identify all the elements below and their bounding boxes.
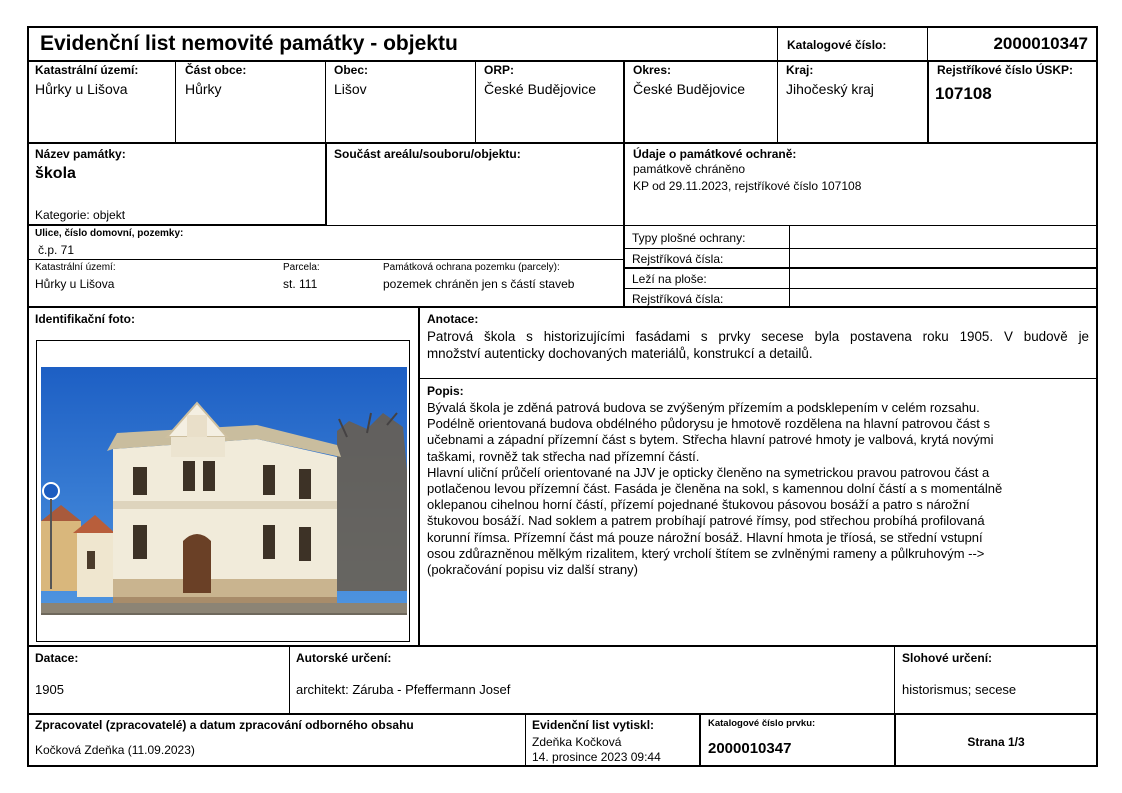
printed-by: Zdeňka Kočková (532, 735, 622, 749)
cadastral-small-value: Hůrky u Lišova (35, 277, 115, 291)
registry-numbers-label-2: Rejstříková čísla: (632, 292, 724, 306)
part-value: Hůrky (185, 81, 222, 97)
author-label: Autorské určení: (296, 651, 392, 665)
area-types-label: Typy plošné ochrany: (632, 231, 746, 245)
photo-label: Identifikační foto: (35, 312, 135, 326)
land-protection-value: pozemek chráněn jen s částí staveb (383, 277, 575, 291)
orp-label: ORP: (484, 63, 514, 77)
category: Kategorie: objekt (35, 208, 126, 222)
style-label: Slohové určení: (902, 651, 993, 665)
description-line: (pokračování popisu viz další strany) (427, 562, 638, 578)
processor-label: Zpracovatel (zpracovatelé) a datum zpracování odborného obsahu (35, 718, 414, 732)
street-value: č.p. 71 (38, 243, 75, 257)
style-value: historismus; secese (902, 682, 1017, 697)
description-label: Popis: (427, 384, 464, 398)
region-value: Jihočeský kraj (786, 81, 874, 97)
cadastral-small-label: Katastrální území: (35, 262, 116, 273)
description-line: Bývalá škola je zděná patrová budova se zvýšeným přízemím a podsklepením v celém rozsahu. (427, 400, 980, 415)
document-title: Evidenční list nemovité památky - objektu (40, 32, 458, 55)
description-line: korunní římsa. Přízemní část má pouze nárožní bosáž. Hlavní hmota je tříosá, se střední vstupní (427, 529, 983, 545)
district-value: České Budějovice (633, 81, 746, 97)
orp-value: České Budějovice (484, 81, 597, 97)
printed-label: Evidenční list vytiskl: (532, 718, 655, 732)
cadastral-value: Hůrky u Lišova (35, 81, 128, 97)
monument-name-label: Název památky: (35, 147, 126, 161)
author-value: architekt: Záruba - Pfeffermann Josef (296, 682, 511, 697)
description-line: oklepanou cihelnou horní částí, přízemí pojednané štukovou pásovou bosáží a patro s nárožní (427, 497, 970, 513)
uskp-label: Rejstříkové číslo ÚSKP: (937, 63, 1074, 77)
page-number: Strana 1/3 (967, 735, 1025, 749)
protection-label: Údaje o památkové ochraně: (633, 147, 797, 161)
annotation-label: Anotace: (427, 312, 479, 326)
district-label: Okres: (633, 63, 672, 77)
item-catalog-label: Katalogové číslo prvku: (708, 718, 816, 729)
protection-detail: KP od 29.11.2023, rejstříkové číslo 107108 (633, 179, 862, 193)
identification-photo (36, 340, 410, 642)
printed-date: 14. prosince 2023 09:44 (532, 750, 661, 764)
description-text (427, 400, 1091, 578)
cadastral-label: Katastrální území: (35, 63, 139, 77)
land-protection-label: Památková ochrana pozemku (parcely): (383, 262, 560, 273)
uskp-value: 107108 (935, 84, 992, 103)
monument-name: škola (35, 165, 76, 182)
parcel-label: Parcela: (283, 262, 320, 273)
protection-status: památkově chráněno (633, 162, 746, 176)
description-line: potlačenou levou přízemní část. Fasáda je členěna na sokl, s kamennou dolní částí a s momentálně (427, 481, 1003, 497)
municipality-value: Lišov (334, 81, 367, 97)
processor-value: Kočková Zdeňka (11.09.2023) (35, 743, 195, 757)
annotation-line-2: množství autenticky dochovaných materiálů, konstrukcí a detailů. (427, 346, 813, 361)
description-line: Podélně orientovaná budova obdélného půdorysu je hmotově rozdělena na hlavní patrovou část s (427, 416, 991, 432)
description-line: osou zdůrazněnou mělkým rizalitem, který vrcholí štítem se zvlněnými rameny a půlkruhovým --> (427, 545, 985, 561)
dating-value: 1905 (35, 682, 64, 697)
catalog-label: Katalogové číslo: (787, 38, 887, 52)
registry-numbers-label-1: Rejstříková čísla: (632, 252, 724, 266)
dating-label: Datace: (35, 651, 79, 665)
municipality-label: Obec: (334, 63, 369, 77)
street-label: Ulice, číslo domovní, pozemky: (35, 228, 184, 239)
parcel-value: st. 111 (283, 277, 318, 291)
part-label: Část obce: (185, 63, 247, 77)
annotation-text (427, 328, 1089, 362)
description-line: Hlavní uliční průčelí orientované na JJV je opticky členěno na symetrickou pravou patrovou část a (427, 464, 990, 480)
region-label: Kraj: (786, 63, 814, 77)
description-line: učebnami a západní přízemní část s bytem. Střecha hlavní patrové hmoty je valbová, krytá novými (427, 432, 994, 448)
item-catalog-value: 2000010347 (708, 740, 792, 757)
annotation-line-1: Patrová škola s historizujícími fasádami s prvky secese byla postavena roku 1905. V budově je (427, 329, 1089, 344)
description-line: taškami, rovněž tak střecha nad přízemní částí. (427, 448, 700, 464)
catalog-number: 2000010347 (993, 34, 1088, 53)
part-of-complex-label: Součást areálu/souboru/objektu: (334, 147, 521, 161)
lies-on-label: Leží na ploše: (632, 272, 707, 286)
description-line: štukovou bosáží. Nad soklem a patrem probíhají patrové římsy, pod střechou probíhá profilovaná (427, 513, 985, 529)
